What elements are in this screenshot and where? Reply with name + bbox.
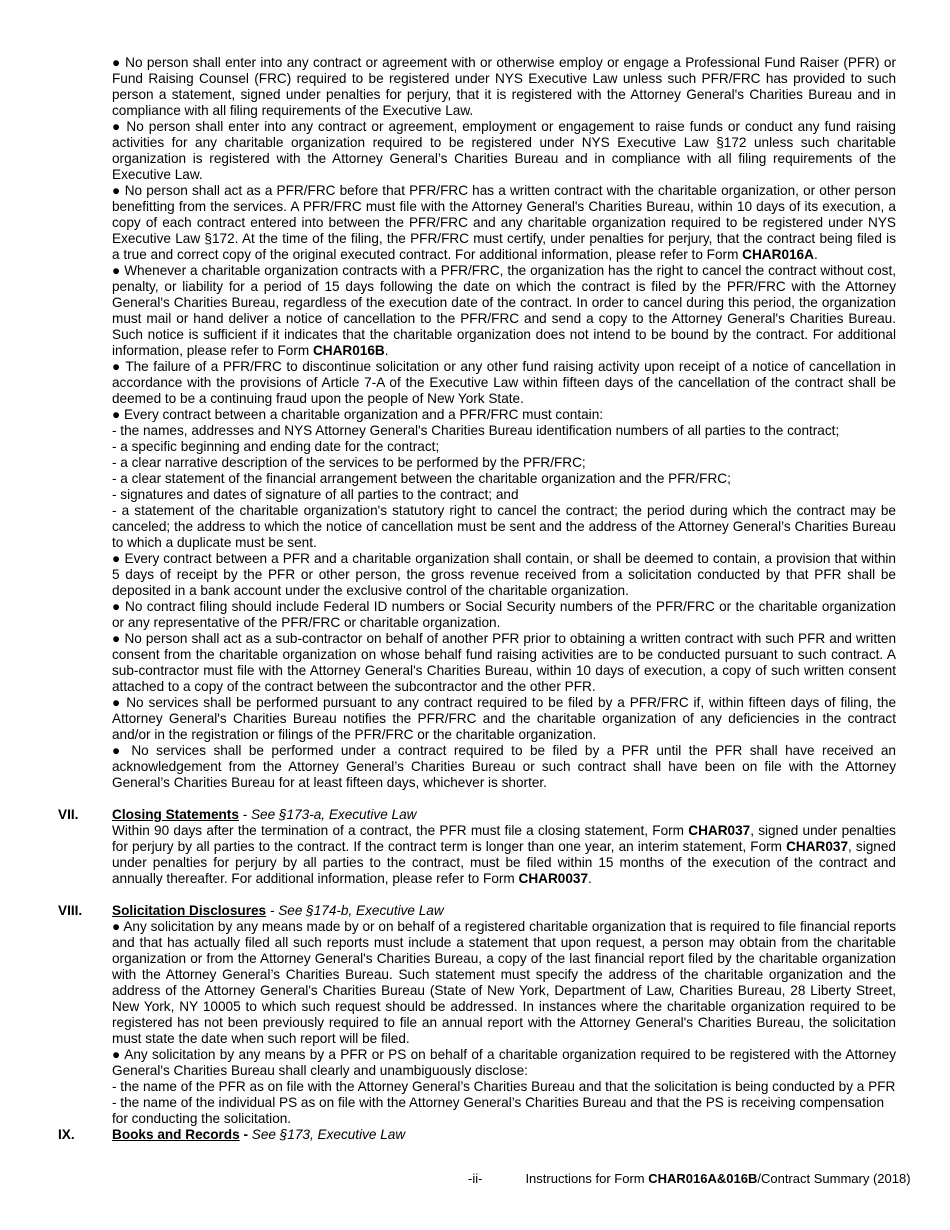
paragraph-pfr-frc-registration-statement: ● No person shall enter into any contract or agreement with or otherwise employ or engage a Professional Fund Raiser (PFR) or Fund Raising Counsel (FRC) required to be registered under NYS Executive Law unless such PFR/FRC has provided to such person a statement, signed under penalties for perjury, that it is registered with the Attorney General's Charities Bureau and in compliance with all filing requirements of the Executive Law. [112, 55, 896, 118]
form-ref-char037: CHAR037 [688, 823, 751, 838]
paragraph-failure-to-discontinue: ● The failure of a PFR/FRC to discontinue solicitation or any other fund raising activity upon receipt of a notice of cancellation in accordance with the provisions of Article 7-A of the Executive Law within fifteen days of the cancellation of the contract shall be deemed to be a continuing fraud upon the people of New York State. [112, 359, 896, 406]
paragraph-deficiency-notice: ● No services shall be performed pursuant to any contract required to be filed by a PFR/FRC if, within fifteen days of filing, the Attorney General's Charities Bureau notifies the PFR/FRC and the charitable organization of any deficiencies in the contract and/or in the registration or filings of the PFR/FRC or the charitable organization. [112, 695, 896, 742]
section-vii-closing-statements [58, 807, 896, 887]
paragraph-closing-statement [112, 823, 896, 887]
page-footer [468, 1171, 911, 1186]
paragraph-pfr-ps-disclosure: ● Any solicitation by any means by a PFR or PS on behalf of a charitable organization required to be registered with the Attorney General's Charities Bureau shall clearly and unambiguously disclose: [112, 1047, 896, 1078]
paragraph-right-to-cancel [112, 263, 896, 359]
footer-prefix: Instructions for Form [525, 1171, 649, 1186]
paragraph-text: , signed under penalties for perjury by all parties to the contract, must be filed within 15 months of the execution of the contract and annually thereafter. For additional information, please refer to Form [112, 839, 896, 886]
section-heading [58, 807, 896, 823]
list-item: - the names, addresses and NYS Attorney General's Charities Bureau identification numbers of all parties to the contract; [112, 423, 840, 438]
section-title: Solicitation Disclosures [112, 903, 267, 918]
punctuation: . [813, 247, 818, 262]
section-number: VIII. [58, 903, 83, 918]
document-body [58, 55, 896, 1143]
paragraph-text: Within 90 days after the termination of a contract, the PFR must file a closing statement, Form [112, 823, 689, 838]
section-vi-contract-rules [112, 55, 896, 791]
form-ref-char016a: CHAR016A [742, 247, 814, 262]
section-title: Books and Records [112, 1127, 240, 1142]
list-item: - the name of the PFR as on file with the Attorney General’s Charities Bureau and that the solicitation is being conducted by a PFR [112, 1079, 896, 1094]
list-item: - a specific beginning and ending date for the contract; [112, 439, 440, 454]
section-reference: - See §173-a, Executive Law [238, 807, 417, 822]
paragraph-acknowledgement: ● No services shall be performed under a contract required to be filed by a PFR until the PFR shall have received an acknowledgement from the Attorney General’s Charities Bureau or such contract shall have been on file with the Attorney General’s Charities Bureau for at least fifteen days, whichever is shorter. [112, 743, 896, 790]
page-number: -ii- [468, 1171, 483, 1186]
section-reference: See §173, Executive Law [251, 1127, 406, 1142]
list-item: - a clear narrative description of the services to be performed by the PFR/FRC; [112, 455, 586, 470]
section-number: VII. [58, 807, 79, 822]
section-number: IX. [58, 1127, 75, 1142]
paragraph-text: ● Whenever a charitable organization contracts with a PFR/FRC, the organization has the right to cancel the contract without cost, penalty, or liability for a period of 15 days following the date on which the contract is filed by the PFR/FRC with the Attorney General's Charities Bureau, regardless of the execution date of the contract. In order to cancel during this period, the organization must mail or hand deliver a notice of cancellation to the PFR/FRC and send a copy to the Attorney General's Charities Bureau. Such notice is sufficient if it indicates that the charitable organization does not intend to be bound by the contract. For additional information, please refer to Form [112, 263, 896, 358]
paragraph-written-contract-filing [112, 183, 896, 263]
form-ref-char0037: CHAR0037 [518, 871, 589, 886]
form-ref-char037: CHAR037 [786, 839, 849, 854]
section-viii-solicitation-disclosures [58, 903, 896, 1127]
section-ix-books-and-records [58, 1127, 896, 1143]
paragraph-text: , signed under penalties for perjury by all parties to the contract. If the contract term is longer than one year, an interim statement, Form [112, 823, 896, 854]
footer-suffix: /Contract Summary (2018) [757, 1171, 911, 1186]
section-dash: - [239, 1127, 252, 1142]
paragraph-text: ● No person shall act as a PFR/FRC before that PFR/FRC has a written contract with the charitable organization, or other person benefitting from the services. A PFR/FRC must file with the Attorney General's Charities Bureau, within 10 days of its execution, a copy of each contract entered into between the PFR/FRC and any charitable organization required to be registered under NYS Executive Law §172. At the time of the filing, the PFR/FRC must certify, under penalties for perjury, that the contract being filed is a true and correct copy of the original executed contract. For additional information, please refer to Form [112, 183, 896, 262]
punctuation: . [384, 343, 389, 358]
section-title: Closing Statements [112, 807, 239, 822]
list-item: - a statement of the charitable organization's statutory right to cancel the contract; the period during which the contract may be canceled; the address to which the notice of cancellation must be sent and the address of the Attorney General’s Charities Bureau to which a duplicate must be sent. [112, 503, 896, 550]
section-heading [58, 903, 896, 919]
section-reference: - See §174-b, Executive Law [266, 903, 444, 918]
paragraph-gross-revenue-deposit: ● Every contract between a PFR and a charitable organization shall contain, or shall be deemed to contain, a provision that within 5 days of receipt by the PFR or other person, the gross revenue received from a solicitation conducted by that PFR shall be deposited in a bank account under the exclusive control of the charitable organization. [112, 551, 896, 598]
paragraph-sub-contractor: ● No person shall act as a sub-contractor on behalf of another PFR prior to obtaining a written contract with such PFR and written consent from the charitable organization on whose behalf fund raising activities are to be conducted pursuant to such contract. A sub-contractor must file with the Attorney General's Charities Bureau, within 10 days of execution, a copy of such written consent attached to a copy of the contract between the subcontractor and the other PFR. [112, 631, 896, 694]
footer-form-name: CHAR016A&016B [648, 1171, 758, 1186]
paragraph-contract-contents: ● Every contract between a charitable organization and a PFR/FRC must contain: [112, 407, 604, 422]
section-heading [58, 1127, 896, 1143]
list-item: - signatures and dates of signature of all parties to the contract; and [112, 487, 519, 502]
form-ref-char016b: CHAR016B [312, 343, 385, 358]
paragraph-no-federal-id: ● No contract filing should include Federal ID numbers or Social Security numbers of the PFR/FRC or the charitable organization or any representative of the PFR/FRC or charitable organization. [112, 599, 896, 630]
paragraph-charity-registration-requirement: ● No person shall enter into any contract or agreement, employment or engagement to raise funds or conduct any fund raising activities for any charitable organization required to be registered under NYS Executive Law §172 unless such charitable organization is registered with the Attorney General’s Charities Bureau and in compliance with all filing requirements of the Executive Law. [112, 119, 896, 182]
paragraph-financial-report-statement: ● Any solicitation by any means made by or on behalf of a registered charitable organization that is required to file financial reports and that has actually filed all such reports must include a statement that upon request, a person may obtain from the charitable organization or from the Attorney General's Charities Bureau, a copy of the last financial report filed by the charitable organization with the Attorney General’s Charities Bureau. Such statement must specify the address of the charitable organization and the address of the Attorney General's Charities Bureau (State of New York, Department of Law, Charities Bureau, 28 Liberty Street, New York, NY 10005 to which such request should be addressed. In instances where the charitable organization required to be registered has not been previously required to file an annual report with the Attorney General's Charities Bureau, the solicitation must state the date when such report will be filed. [112, 919, 896, 1046]
list-item: - the name of the individual PS as on file with the Attorney General’s Charities Bureau and that the PS is receiving compensation for conducting the solicitation. [112, 1095, 885, 1126]
list-item: - a clear statement of the financial arrangement between the charitable organization and the PFR/FRC; [112, 471, 731, 486]
punctuation: . [588, 871, 592, 886]
